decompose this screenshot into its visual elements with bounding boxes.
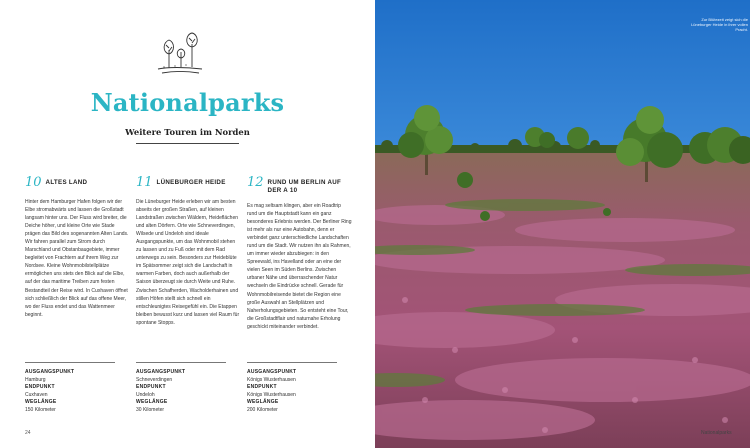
section-heading: LÜNEBURGER HEIDE bbox=[156, 179, 226, 186]
heath-landscape-photo bbox=[375, 0, 750, 448]
section-header bbox=[136, 176, 241, 189]
section-number: 12 bbox=[247, 175, 264, 190]
section-rund-um-berlin bbox=[247, 176, 352, 331]
subtitle-rule bbox=[136, 143, 239, 144]
section-header bbox=[247, 176, 352, 195]
length-value: 30 Kilometer bbox=[136, 406, 165, 413]
route-info-box bbox=[136, 362, 226, 415]
start-value: Schneverdingen bbox=[136, 376, 173, 383]
section-body: Hinter dem Hamburger Hafen folgen wir der Elbe stromabwärts und lassen die Großstadt langsam hinter uns. Der Fluss wird breiter, die Deiche höher, und kleine Orte wie Stade prägen das Bild des sogenannten Alten Lands. Wir fahren parallel zum Strom durch Marschland und Obstanbaugebiete, immer begleitet von Frachtern auf ihrem Weg zur Nordsee. Kleine Wohnmobilstellplätze ermöglichen uns stets den Blick auf die Elbe, auf der das maritime Treiben zum festen Bestandteil der Reise wird. In Cuxhaven öffnet sich schließlich der Blick auf das offene Meer, wo der Fluss endet und das Wattenmeer beginnt. bbox=[25, 199, 129, 318]
end-label: ENDPUNKT bbox=[136, 384, 166, 391]
start-label: AUSGANGSPUNKT bbox=[25, 369, 75, 375]
section-number: 11 bbox=[136, 175, 153, 190]
section-altes-land bbox=[25, 176, 130, 319]
running-head: Nationalparks bbox=[701, 430, 732, 436]
section-heading: RUND UM BERLIN AUF DER A 10 bbox=[267, 179, 342, 194]
section-body: Die Lüneburger Heide erleben wir am besten abseits der großen Straßen, auf kleinen Landstraßen zwischen Wäldern, Heideflächen und alten Dörfern. Orte wie Schneverdingen, Wilsede und Undeloh sind ideale Ausgangspunkte, um das Wohnmobil stehen zu lassen und zu Fuß oder mit dem Rad unterwegs zu sein. Besonders zur Heideblüte im Spätsommer zeigt sich die Landschaft in warmen Farben, doch auch außerhalb der Saison überzeugt sie durch Weite und Ruhe. Zwischen Schafherden, Wacholderhainen und stillen Höfen stellt sich schnell ein entschleunigtes Reisegefühl ein. Die Etappen bleiben bewusst kurz und lassen viel Raum für spontane Stopps. bbox=[136, 199, 240, 326]
page-title: Nationalparks bbox=[90, 88, 285, 117]
end-label: ENDPUNKT bbox=[247, 384, 277, 391]
section-heading: ALTES LAND bbox=[45, 179, 88, 186]
length-label: WEGLÄNGE bbox=[25, 399, 57, 406]
trees-logo-icon bbox=[155, 30, 205, 78]
right-page bbox=[375, 0, 750, 448]
route-info-box bbox=[25, 362, 115, 415]
length-value: 150 Kilometer bbox=[25, 406, 56, 413]
start-value: Hamburg bbox=[25, 376, 46, 383]
length-value: 200 Kilometer bbox=[247, 406, 278, 413]
route-info-box bbox=[247, 362, 337, 415]
section-body: Es mag seltsam klingen, aber ein Roadtrip rund um die Hauptstadt kann ein ganz besonderes Erlebnis werden. Der Berliner Ring ist mehr als nur eine Autobahn, denn er verbindet ganz unterschiedliche Landschaften rund um die Stadt. Wir nutzen ihn als Rahmen, um immer wieder abzubiegen: in den Spreewald, ins Havelland oder an eine der vielen Seen im Süden Berlins. Zwischen urbaner Nähe und überraschender Natur wechseln die Eindrücke schnell. Gerade für Wohnmobilreisende bietet die Region eine große Auswahl an Stellplätzen und Naherholungsgebieten. So entsteht eine Tour, die Großstadtflair und naturnahe Erholung geschickt miteinander verbindet. bbox=[247, 203, 352, 330]
end-label: ENDPUNKT bbox=[25, 384, 55, 391]
start-label: AUSGANGSPUNKT bbox=[136, 369, 186, 375]
page-number: 24 bbox=[25, 430, 31, 436]
end-value: Undeloh bbox=[136, 391, 155, 398]
start-value: Königs Wusterhausen bbox=[247, 376, 296, 383]
section-lueneburger-heide bbox=[136, 176, 241, 327]
length-label: WEGLÄNGE bbox=[247, 399, 279, 406]
end-value: Königs Wusterhausen bbox=[247, 391, 296, 398]
start-label: AUSGANGSPUNKT bbox=[247, 369, 297, 375]
page-subtitle: Weitere Touren im Norden bbox=[125, 127, 250, 137]
photo-caption: Zur Blütezeit zeigt sich die Lüneburger Heide in ihrer vollen Pracht. bbox=[691, 17, 748, 33]
section-number: 10 bbox=[25, 175, 42, 190]
end-value: Cuxhaven bbox=[25, 391, 48, 398]
length-label: WEGLÄNGE bbox=[136, 399, 168, 406]
section-header bbox=[25, 176, 130, 189]
